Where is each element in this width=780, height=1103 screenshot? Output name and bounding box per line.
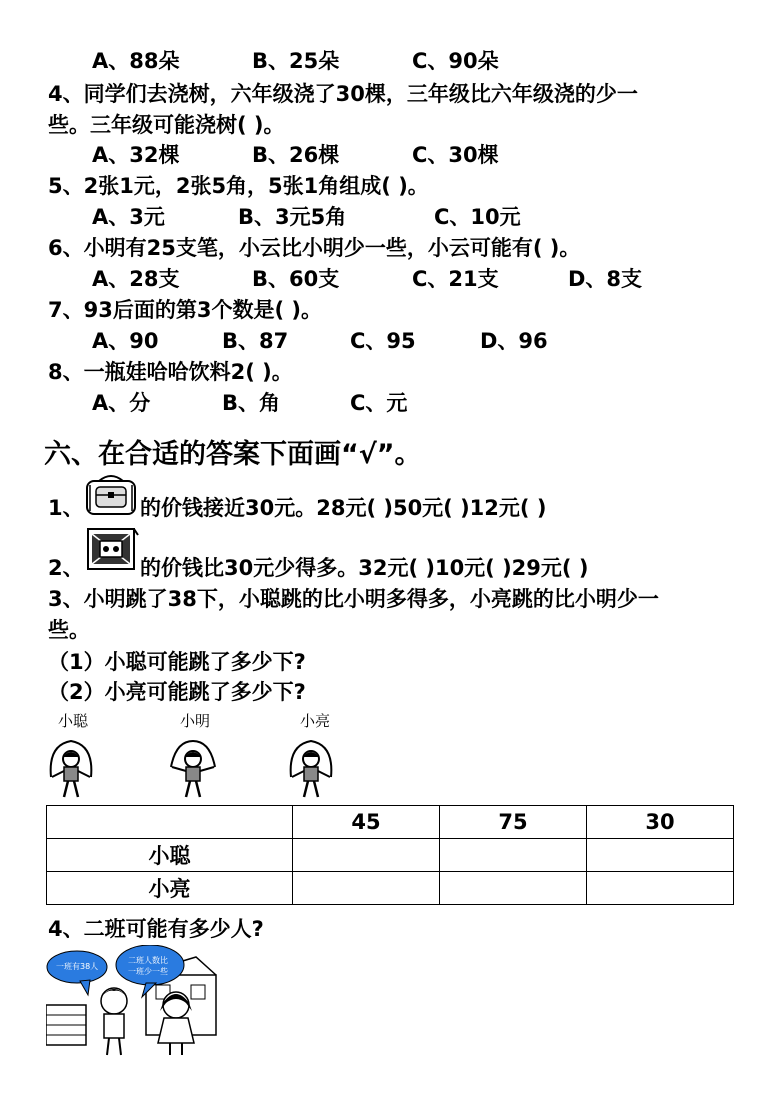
q7-option-d: D、96 <box>480 329 548 353</box>
row-label: 小亮 <box>47 872 293 905</box>
q7-option-c: C、95 <box>350 329 416 353</box>
q6-option-d: D、8支 <box>568 267 643 291</box>
q3-option-b: B、25朵 <box>252 49 340 73</box>
kid-label-xiaoliang: 小亮 <box>300 712 331 730</box>
item2-number: 2、 <box>48 556 84 580</box>
q5-option-c: C、10元 <box>434 205 521 229</box>
table-header-cell <box>47 806 293 839</box>
q8-option-b: B、角 <box>222 391 281 415</box>
kid-label-congcong: 小聪 <box>58 712 89 730</box>
q5-text: 5、2张1元，2张5角，5张1角组成( )。 <box>48 174 429 198</box>
q6-text: 6、小明有25支笔，小云比小明少一些，小云可能有( )。 <box>48 236 581 260</box>
q8-text: 8、一瓶娃哈哈饮料2( )。 <box>48 360 293 384</box>
item1-number: 1、 <box>48 496 84 520</box>
pencil-case-icon <box>84 525 140 573</box>
table-header-cell: 75 <box>440 806 587 839</box>
section6-title: 六、在合适的答案下面画“√”。 <box>44 439 422 470</box>
item3-sub2: （2）小亮可能跳了多少下? <box>48 680 306 704</box>
speech-bubble-1: 一班有38人 <box>56 962 99 971</box>
q4-option-b: B、26棵 <box>252 143 340 167</box>
row-label: 小聪 <box>47 839 293 872</box>
jump-rope-kid-icon <box>166 737 220 801</box>
item4-text: 4、二班可能有多少人? <box>48 917 264 941</box>
q4-option-a: A、32棵 <box>92 143 180 167</box>
answer-cell[interactable] <box>440 839 587 872</box>
q6-option-b: B、60支 <box>252 267 340 291</box>
answer-cell[interactable] <box>293 872 440 905</box>
answer-cell[interactable] <box>587 839 734 872</box>
answer-cell[interactable] <box>440 872 587 905</box>
q3-option-a: A、88朵 <box>92 49 180 73</box>
table-header-cell: 30 <box>587 806 734 839</box>
q6-option-c: C、21支 <box>412 267 499 291</box>
q3-option-c: C、90朵 <box>412 49 499 73</box>
answer-cell[interactable] <box>587 872 734 905</box>
backpack-icon <box>84 473 138 517</box>
q7-option-b: B、87 <box>222 329 289 353</box>
table-header-row <box>47 806 734 839</box>
speech-bubble-2-line1: 二班人数比 <box>128 956 168 965</box>
q4-text-line1: 4、同学们去浇树，六年级浇了30棵，三年级比六年级浇的少一 <box>48 82 638 106</box>
table-header-cell: 45 <box>293 806 440 839</box>
table-row <box>47 872 734 905</box>
q4-option-c: C、30棵 <box>412 143 499 167</box>
answer-cell[interactable] <box>293 839 440 872</box>
q5-option-a: A、3元 <box>92 205 165 229</box>
item3-text-line1: 3、小明跳了38下，小聪跳的比小明多得多，小亮跳的比小明少一 <box>48 587 659 611</box>
item1-text: 的价钱接近30元。28元( )50元( )12元( ) <box>140 496 547 520</box>
q7-text: 7、93后面的第3个数是( )。 <box>48 298 322 322</box>
item3-sub1: （1）小聪可能跳了多少下? <box>48 650 306 674</box>
kid-label-xiaoming: 小明 <box>180 712 211 730</box>
q8-option-a: A、分 <box>92 391 151 415</box>
item2-text: 的价钱比30元少得多。32元( )10元( )29元( ) <box>140 556 589 580</box>
q5-option-b: B、3元5角 <box>238 205 347 229</box>
q8-option-c: C、元 <box>350 391 408 415</box>
speech-bubble-2-line2: 一班少一些 <box>128 967 168 976</box>
q7-option-a: A、90 <box>92 329 159 353</box>
answer-table <box>46 805 734 905</box>
item3-text-line2: 些。 <box>48 618 90 642</box>
table-row <box>47 839 734 872</box>
jump-rope-kid-icon <box>46 737 96 801</box>
kids-talking-illustration <box>46 945 218 1057</box>
q6-option-a: A、28支 <box>92 267 180 291</box>
jump-rope-kid-icon <box>286 737 336 801</box>
q4-text-line2: 些。三年级可能浇树( )。 <box>48 113 285 137</box>
